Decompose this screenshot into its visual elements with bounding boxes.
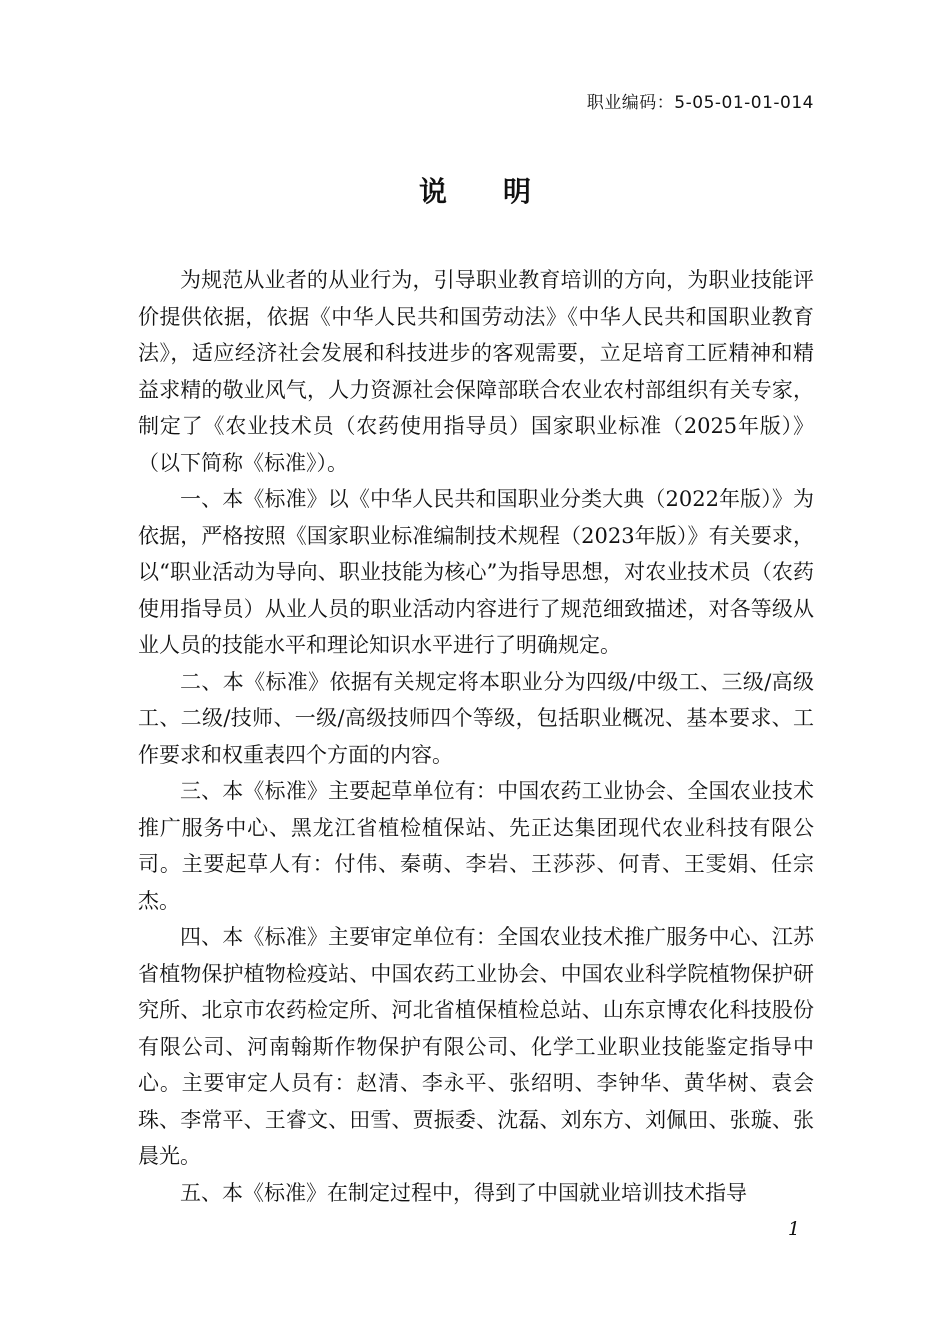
paragraph-4: 四、本《标准》主要审定单位有：全国农业技术推广服务中心、江苏省植物保护植物检疫站、中国农药工业协会、中国农业科学院植物保护研究所、北京市农药检定所、河北省植保植检总站、山东京博农化科技股份有限公司、河南翰斯作物保护有限公司、化学工业职业技能鉴定指导中心。主要审定人员有：赵清、李永平、张绍明、李钟华、黄华树、袁会珠、李常平、王睿文、田雪、贾振委、沈磊、刘东方、刘佩田、张璇、张晨光。	[138, 925, 814, 1168]
paragraph-5: 五、本《标准》在制定过程中，得到了中国就业培训技术指导	[180, 1180, 747, 1205]
paragraph-3: 三、本《标准》主要起草单位有：中国农药工业协会、全国农业技术推广服务中心、黑龙江省植检植保站、先正达集团现代农业科技有限公司。主要起草人有：付伟、秦萌、李岩、王莎莎、何青、王雯娟、任宗杰。	[138, 779, 814, 913]
page-number: 1	[787, 1218, 800, 1240]
occupation-code: 职业编码：5-05-01-01-014	[586, 93, 814, 113]
paragraph-intro: 为规范从业者的从业行为，引导职业教育培训的方向，为职业技能评价提供依据，依据《中华人民共和国劳动法》《中华人民共和国职业教育法》，适应经济社会发展和科技进步的客观需要，立足培育工匠精神和精益求精的敬业风气，人力资源社会保障部联合农业农村部组织有关专家，制定了《农业技术员（农药使用指导员）国家职业标准（2025年版）》（以下简称《标准》）。	[138, 268, 814, 475]
page-title: 说明	[418, 175, 587, 208]
document-body	[138, 262, 814, 1211]
paragraph-2: 二、本《标准》依据有关规定将本职业分为四级/中级工、三级/高级工、二级/技师、一级/高级技师四个等级，包括职业概况、基本要求、工作要求和权重表四个方面的内容。	[138, 669, 814, 767]
paragraph-1: 一、本《标准》以《中华人民共和国职业分类大典（2022年版）》为依据，严格按照《国家职业标准编制技术规程（2023年版）》有关要求，以“职业活动为导向、职业技能为核心”为指导思想，对农业技术员（农药使用指导员）从业人员的职业活动内容进行了规范细致描述，对各等级从业人员的技能水平和理论知识水平进行了明确规定。	[138, 487, 814, 657]
